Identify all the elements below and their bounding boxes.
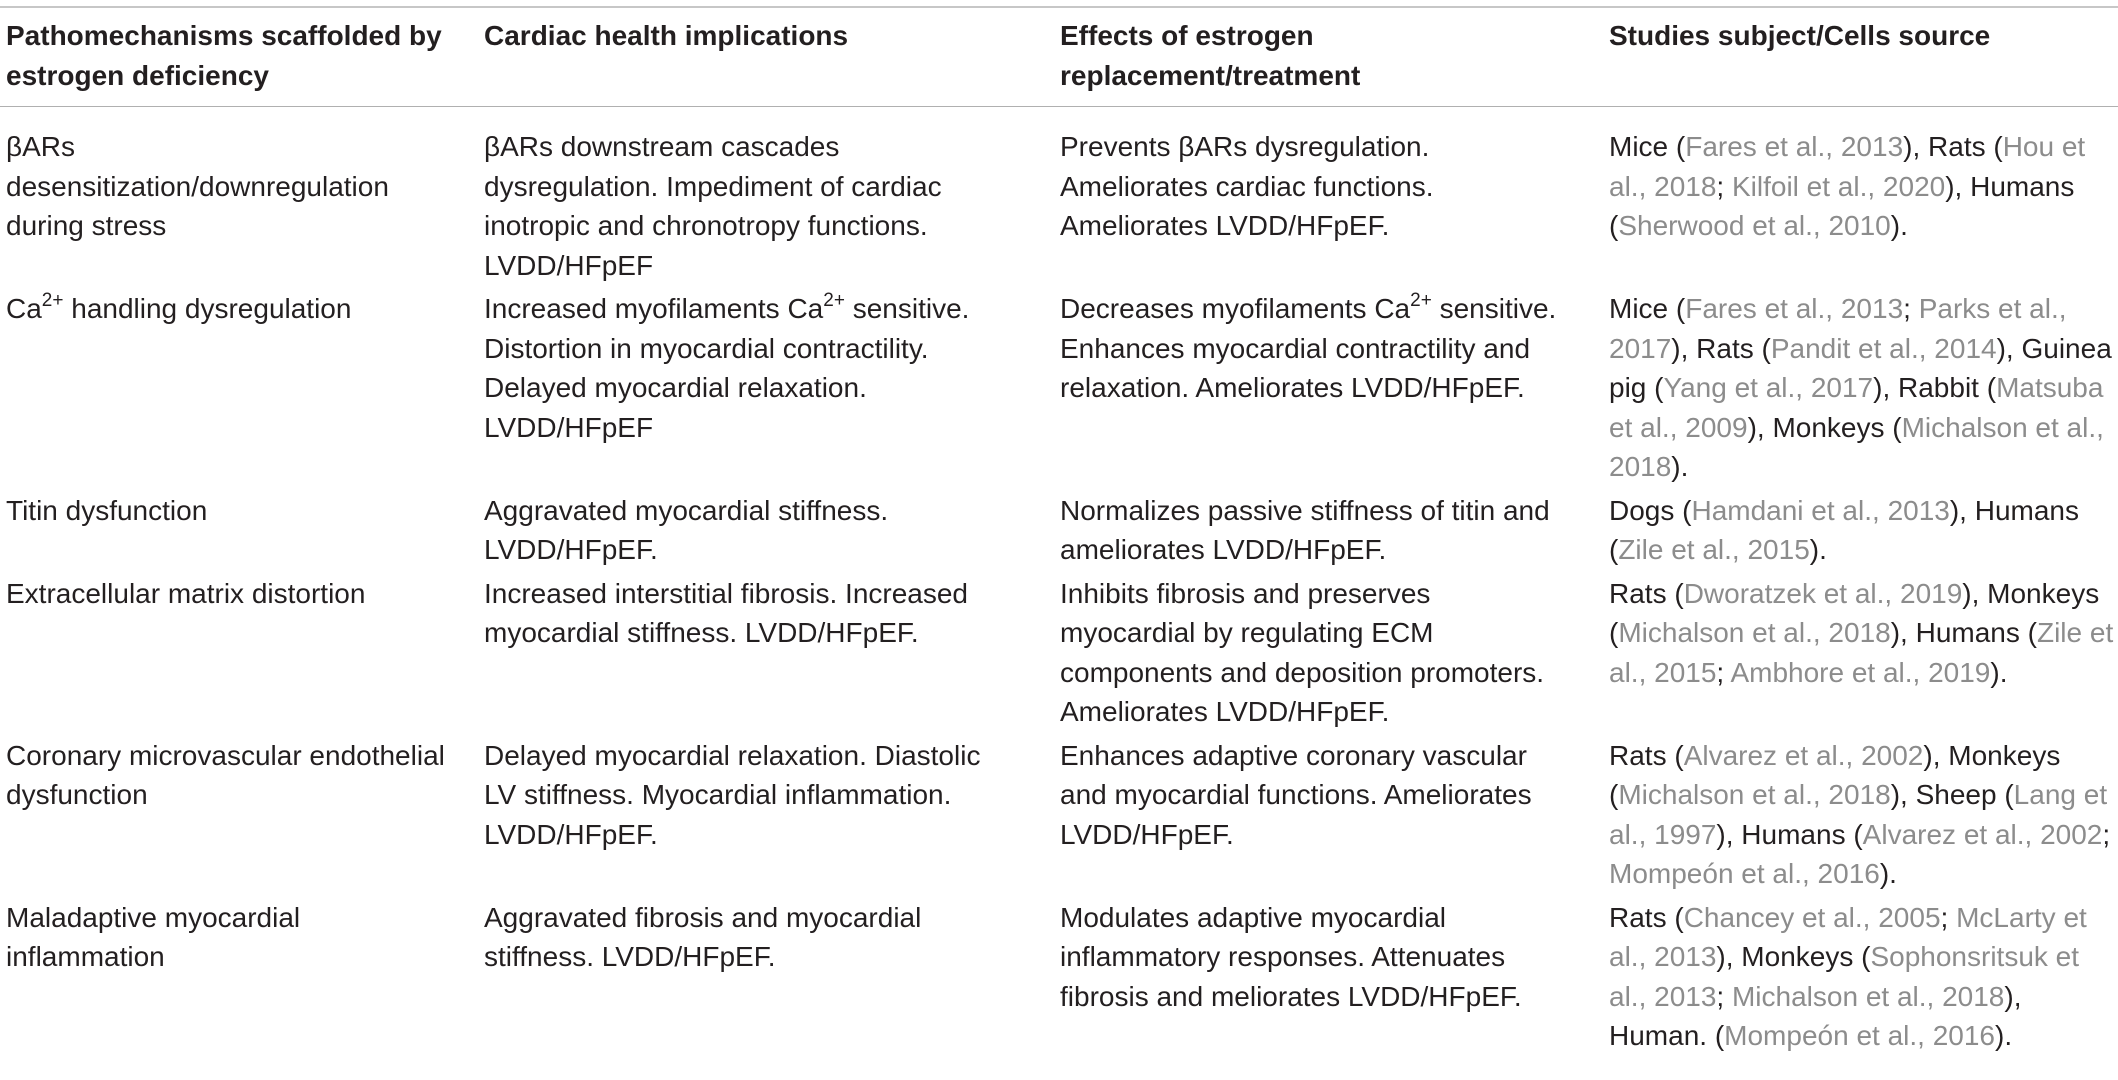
header-effects: Effects of estrogen replacement/treatment <box>1060 20 1361 91</box>
studies-text: ), Humans ( <box>1890 617 2037 648</box>
effects-cell: Inhibits fibrosis and preserves myocardial by regulating ECM components and deposition promoters. Ameliorates LVDD/HFpEF. <box>1060 577 1545 727</box>
citation-link[interactable]: Mompeón et al., 2016 <box>1609 858 1880 889</box>
mechanism-text: Ca <box>6 293 42 324</box>
studies-text: ). <box>1809 534 1827 565</box>
effects-cell: Prevents βARs dysregulation. Ameliorates cardiac functions. Ameliorates LVDD/HFpEF. <box>1060 131 1434 241</box>
studies-text: ), Monkeys ( <box>1609 577 2100 648</box>
studies-cell <box>1609 736 2118 898</box>
studies-text: ; <box>1716 170 1732 202</box>
citation-link[interactable]: Dworatzek et al., 2019 <box>1683 577 1963 609</box>
citation-link[interactable]: Michalson et al., 2018 <box>1731 980 2005 1012</box>
mechanism-text: handling dysregulation <box>63 293 352 324</box>
studies-cell <box>1609 107 2118 289</box>
table-row <box>6 898 2118 1060</box>
studies-text: ), Monkeys ( <box>1747 411 1902 443</box>
effects-text: Decreases myofilaments Ca <box>1060 293 1411 324</box>
mechanism-cell: Titin dysfunction <box>6 494 208 526</box>
citation-link[interactable]: Lang et al., 1997 <box>1609 779 2108 850</box>
implications-cell <box>484 289 1060 491</box>
mechanism-cell: Coronary microvascular endothelial dysfunction <box>6 739 445 810</box>
citation-link[interactable]: Kilfoil et al., 2020 <box>1731 170 1946 202</box>
citation-link[interactable]: Alvarez et al., 2002 <box>1862 818 2103 850</box>
superscript: 2+ <box>823 289 845 311</box>
studies-cell <box>1609 491 2118 574</box>
citation-link[interactable]: Fares et al., 2013 <box>1685 293 1904 324</box>
studies-text: ), Rats ( <box>1671 332 1771 364</box>
citation-link[interactable]: Ambhore et al., 2019 <box>1730 656 1991 688</box>
mechanism-cell: Maladaptive myocardial inflammation <box>6 901 301 972</box>
header-row <box>6 16 2118 107</box>
citation-link[interactable]: Zile et al., 2015 <box>1609 617 2114 688</box>
citation-link[interactable]: McLarty et al., 2013 <box>1609 901 2087 972</box>
studies-cell <box>1609 289 2118 491</box>
citation-link[interactable]: Fares et al., 2013 <box>1685 131 1904 162</box>
studies-text: ), Humans ( <box>1609 170 2075 241</box>
table-row <box>6 736 2118 898</box>
header-studies: Studies subject/Cells source <box>1609 20 1991 51</box>
studies-cell <box>1609 574 2118 736</box>
implications-text: Increased myofilaments Ca <box>484 293 824 324</box>
citation-link[interactable]: Alvarez et al., 2002 <box>1683 739 1924 771</box>
implications-cell: βARs downstream cascades dysregulation. Impediment of cardiac inotropic and chronotropy functions. LVDD/HFpEF <box>484 131 942 281</box>
table-row <box>6 107 2118 289</box>
mechanism-cell: Extracellular matrix distortion <box>6 577 366 609</box>
studies-text: ), Humans ( <box>1716 818 1863 850</box>
studies-text: ; <box>1903 293 1919 324</box>
citation-link[interactable]: Sherwood et al., 2010 <box>1618 210 1891 241</box>
implications-cell: Aggravated myocardial stiffness. LVDD/HFpEF. <box>484 494 889 565</box>
studies-text: ). <box>1990 656 2008 688</box>
citation-link[interactable]: Sophonsritsuk et al., 2013 <box>1609 941 2080 1012</box>
studies-text: Rats ( <box>1609 577 1684 609</box>
citation-link[interactable]: Parks et al., 2017 <box>1609 293 2067 364</box>
implications-cell: Delayed myocardial relaxation. Diastolic LV stiffness. Myocardial inflammation. LVDD/HFpEF. <box>484 739 981 850</box>
studies-text: ), Rabbit ( <box>1873 372 1997 403</box>
studies-text: ), Human. ( <box>1609 980 2022 1051</box>
studies-text: Rats ( <box>1609 739 1684 771</box>
citation-link[interactable]: Chancey et al., 2005 <box>1683 901 1941 933</box>
implications-cell: Aggravated fibrosis and myocardial stiffness. LVDD/HFpEF. <box>484 901 922 972</box>
top-rule <box>0 6 2118 8</box>
studies-text: Rats ( <box>1609 901 1684 933</box>
studies-text: ), Sheep ( <box>1890 779 2014 810</box>
studies-text: ; <box>1716 656 1731 688</box>
studies-text: Mice ( <box>1609 131 1686 162</box>
implications-text: sensitive. Distortion in myocardial contractility. Delayed myocardial relaxation. LVDD/HFpEF <box>484 293 970 443</box>
studies-text: Dogs ( <box>1609 494 1692 526</box>
table-row <box>6 491 2118 574</box>
citation-link[interactable]: Mompeón et al., 2016 <box>1724 1020 1995 1051</box>
superscript: 2+ <box>41 289 64 311</box>
effects-text: sensitive. Enhances myocardial contractility and relaxation. Ameliorates LVDD/HFpEF. <box>1060 293 1557 403</box>
table-row <box>6 289 2118 491</box>
citation-link[interactable]: Matsuba et al., 2009 <box>1609 372 2104 443</box>
implications-cell: Increased interstitial fibrosis. Increased myocardial stiffness. LVDD/HFpEF. <box>484 577 968 648</box>
citation-link[interactable]: Pandit et al., 2014 <box>1770 332 1997 364</box>
studies-text: ), Humans ( <box>1609 494 2080 565</box>
studies-cell <box>1609 898 2118 1060</box>
effects-cell <box>1060 289 1609 491</box>
table-header <box>6 16 2118 107</box>
citation-link[interactable]: Hou et al., 2018 <box>1609 131 2086 202</box>
citation-link[interactable]: Michalson et al., 2018 <box>1618 617 1891 648</box>
effects-cell: Normalizes passive stiffness of titin and ameliorates LVDD/HFpEF. <box>1060 494 1550 565</box>
superscript: 2+ <box>1410 289 1432 311</box>
studies-text: ). <box>1671 451 1689 482</box>
studies-text: ). <box>1890 210 1908 241</box>
studies-text: ). <box>1995 1020 2013 1051</box>
studies-text: ; <box>2102 818 2111 850</box>
header-implications: Cardiac health implications <box>484 20 849 51</box>
table-body <box>6 107 2118 1060</box>
studies-text: ), Rats ( <box>1903 131 2003 162</box>
studies-text: ), Monkeys ( <box>1716 941 1871 972</box>
studies-text: ). <box>1879 858 1897 889</box>
studies-text: ; <box>1940 901 1957 933</box>
studies-text: Mice ( <box>1609 293 1686 324</box>
citation-link[interactable]: Zile et al., 2015 <box>1618 534 1810 565</box>
estrogen-table <box>6 16 2118 1060</box>
studies-text: ), Monkeys ( <box>1609 739 2061 810</box>
citation-link[interactable]: Yang et al., 2017 <box>1663 372 1874 403</box>
citation-link[interactable]: Hamdani et al., 2013 <box>1691 494 1950 526</box>
mechanism-cell <box>6 289 484 491</box>
effects-cell: Enhances adaptive coronary vascular and myocardial functions. Ameliorates LVDD/HFpEF. <box>1060 739 1532 850</box>
table-row <box>6 574 2118 736</box>
header-mechanism: Pathomechanisms scaffolded by estrogen deficiency <box>6 20 442 91</box>
citation-link[interactable]: Michalson et al., 2018 <box>1609 411 2104 482</box>
mechanism-cell: βARs desensitization/downregulation during stress <box>6 131 389 241</box>
studies-text: ), Guinea pig ( <box>1609 332 2112 403</box>
citation-link[interactable]: Michalson et al., 2018 <box>1618 779 1891 810</box>
studies-text: ; <box>1716 980 1732 1012</box>
effects-cell: Modulates adaptive myocardial inflammatory responses. Attenuates fibrosis and meliorates LVDD/HFpEF. <box>1060 901 1522 1012</box>
